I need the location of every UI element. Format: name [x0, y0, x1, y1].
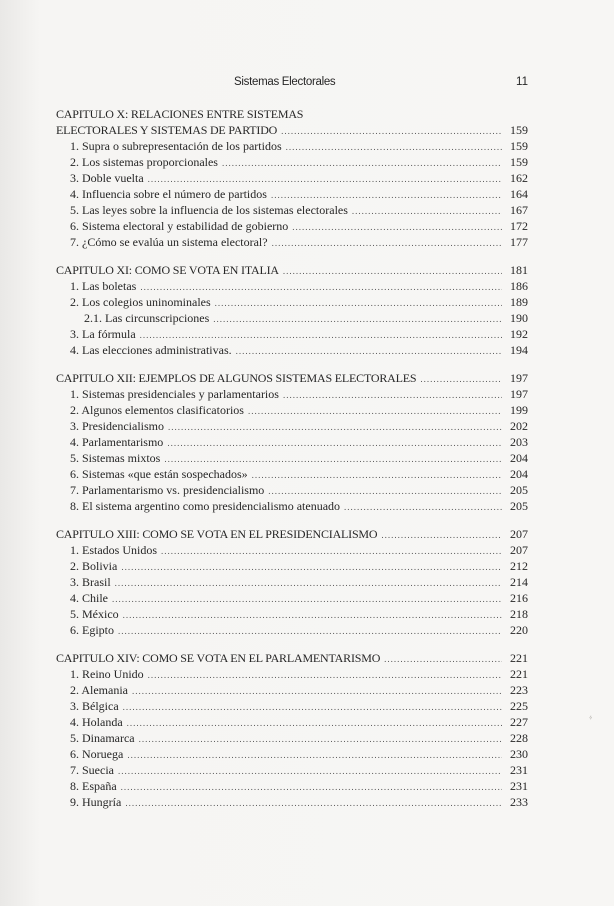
entry-page: 167 — [510, 203, 528, 217]
toc-entry — [56, 794, 528, 810]
entry-title: 3. Presidencialismo — [70, 419, 164, 433]
toc-chapter — [56, 526, 528, 638]
dot-leader — [213, 310, 502, 326]
dot-leader — [167, 434, 502, 450]
entry-title: 4. Holanda — [70, 715, 123, 729]
entry-page: 204 — [510, 451, 528, 465]
entry-page: 204 — [510, 467, 528, 481]
entry-page: 164 — [510, 187, 528, 201]
chapter-page: 197 — [510, 371, 528, 385]
dot-leader — [352, 202, 502, 218]
dot-leader — [125, 794, 502, 810]
toc-entry — [56, 234, 528, 250]
entry-title: 7. Parlamentarismo vs. presidencialismo — [70, 483, 265, 497]
toc-entry — [56, 590, 528, 606]
entry-title: 3. Brasil — [70, 575, 111, 589]
entry-page: 197 — [510, 387, 528, 401]
entry-title: 3. La fórmula — [70, 327, 136, 341]
dot-leader — [292, 218, 502, 234]
entry-title: 4. Chile — [70, 591, 108, 605]
entry-title: 4. Las elecciones administrativas. — [70, 343, 232, 357]
entry-title: 1. Reino Unido — [70, 667, 144, 681]
dot-leader — [236, 342, 502, 358]
toc-entry — [56, 498, 528, 514]
entry-page: 159 — [510, 155, 528, 169]
dot-leader — [148, 170, 502, 186]
entry-page: 231 — [510, 779, 528, 793]
dot-leader — [139, 730, 502, 746]
entry-page: 225 — [510, 699, 528, 713]
toc-chapter — [56, 262, 528, 358]
dot-leader — [268, 482, 502, 498]
entry-page: 228 — [510, 731, 528, 745]
chapter-heading-row — [56, 370, 528, 386]
dot-leader — [127, 714, 502, 730]
entry-page: 159 — [510, 139, 528, 153]
entry-page: 186 — [510, 279, 528, 293]
toc-entry — [56, 466, 528, 482]
page-number: 11 — [516, 76, 528, 88]
dot-leader — [121, 778, 502, 794]
entry-title: 4. Influencia sobre el número de partidos — [70, 187, 267, 201]
entry-title: 6. Sistema electoral y estabilidad de gobierno — [70, 219, 289, 233]
toc-entry — [56, 434, 528, 450]
chapter-page: 207 — [510, 527, 528, 541]
entry-title: 5. Sistemas mixtos — [70, 451, 161, 465]
dot-leader — [164, 450, 502, 466]
chapter-page: 181 — [510, 263, 528, 277]
dot-leader — [140, 278, 502, 294]
entry-title: 8. El sistema argentino como presidencialismo atenuado — [70, 499, 341, 513]
entry-title: 6. Egipto — [70, 623, 114, 637]
dot-leader — [168, 418, 502, 434]
chapter-heading-row — [56, 122, 528, 138]
chapter-page: 159 — [510, 123, 528, 137]
dot-leader — [123, 698, 502, 714]
dot-leader — [222, 154, 502, 170]
toc-entry — [56, 542, 528, 558]
toc-entry — [56, 186, 528, 202]
dot-leader — [381, 526, 502, 542]
toc-chapter — [56, 650, 528, 810]
chapter-title: CAPITULO XIII: COMO SE VOTA EN EL PRESIDENCIALISMO — [56, 527, 378, 541]
entry-title: 1. Las boletas — [70, 279, 137, 293]
toc-entry — [56, 574, 528, 590]
toc-entry — [56, 402, 528, 418]
toc-entry — [56, 326, 528, 342]
entry-title: 7. ¿Cómo se evalúa un sistema electoral? — [70, 235, 268, 249]
chapter-heading-row — [56, 650, 528, 666]
chapter-title: CAPITULO XIV: COMO SE VOTA EN EL PARLAMENTARISMO — [56, 651, 381, 665]
toc-entry — [56, 558, 528, 574]
chapter-heading-row — [56, 106, 528, 122]
entry-title: 2.1. Las circunscripciones — [84, 311, 210, 325]
entry-page: 192 — [510, 327, 528, 341]
table-of-contents — [56, 106, 528, 822]
toc-entry — [56, 294, 528, 310]
toc-chapter — [56, 106, 528, 250]
entry-page: 233 — [510, 795, 528, 809]
entry-title: 1. Supra o subrepresentación de los partidos — [70, 139, 282, 153]
toc-entry — [56, 218, 528, 234]
entry-page: 199 — [510, 403, 528, 417]
entry-title: 2. Los sistemas proporcionales — [70, 155, 218, 169]
entry-page: 221 — [510, 667, 528, 681]
chapter-title: CAPITULO XI: COMO SE VOTA EN ITALIA — [56, 263, 279, 277]
dot-leader — [420, 370, 502, 386]
entry-page: 231 — [510, 763, 528, 777]
entry-title: 1. Sistemas presidenciales y parlamentarios — [70, 387, 279, 401]
entry-page: 189 — [510, 295, 528, 309]
entry-page: 216 — [510, 591, 528, 605]
toc-entry — [56, 682, 528, 698]
entry-title: 5. México — [70, 607, 119, 621]
dot-leader — [132, 682, 502, 698]
entry-title: 5. Dinamarca — [70, 731, 135, 745]
dot-leader — [252, 466, 502, 482]
entry-title: 6. Sistemas «que están sospechados» — [70, 467, 248, 481]
toc-entry — [56, 762, 528, 778]
entry-page: 194 — [510, 343, 528, 357]
entry-page: 177 — [510, 235, 528, 249]
entry-title: 9. Hungría — [70, 795, 122, 809]
entry-page: 190 — [510, 311, 528, 325]
dot-leader — [215, 294, 502, 310]
dot-leader — [344, 498, 502, 514]
dot-leader — [271, 186, 502, 202]
toc-entry — [56, 154, 528, 170]
entry-page: 203 — [510, 435, 528, 449]
entry-title: 3. Doble vuelta — [70, 171, 144, 185]
dot-leader — [248, 402, 502, 418]
dot-leader — [123, 606, 502, 622]
entry-page: 207 — [510, 543, 528, 557]
entry-page: 172 — [510, 219, 528, 233]
chapter-heading-row — [56, 262, 528, 278]
entry-title: 3. Bélgica — [70, 699, 119, 713]
toc-entry — [56, 386, 528, 402]
entry-title: 5. Las leyes sobre la influencia de los sistemas electorales — [70, 203, 348, 217]
dot-leader — [118, 622, 502, 638]
toc-entry — [56, 666, 528, 682]
dot-leader — [118, 762, 502, 778]
entry-title: 6. Noruega — [70, 747, 124, 761]
dot-leader — [272, 234, 502, 250]
entry-title: 1. Estados Unidos — [70, 543, 157, 557]
entry-page: 205 — [510, 483, 528, 497]
entry-page: 212 — [510, 559, 528, 573]
chapter-title: ELECTORALES Y SISTEMAS DE PARTIDO — [56, 123, 278, 137]
toc-entry — [56, 202, 528, 218]
dot-leader — [127, 746, 502, 762]
running-title: Sistemas Electorales — [234, 76, 336, 88]
toc-entry — [56, 170, 528, 186]
dot-leader — [115, 574, 502, 590]
dot-leader — [148, 666, 502, 682]
entry-title: 4. Parlamentarismo — [70, 435, 164, 449]
dot-leader — [283, 262, 502, 278]
toc-entry — [56, 622, 528, 638]
toc-entry — [56, 730, 528, 746]
entry-page: 214 — [510, 575, 528, 589]
dot-leader — [384, 650, 502, 666]
toc-entry — [56, 746, 528, 762]
entry-title: 8. España — [70, 779, 117, 793]
entry-page: 218 — [510, 607, 528, 621]
toc-entry — [56, 450, 528, 466]
entry-title: 2. Los colegios uninominales — [70, 295, 211, 309]
dot-leader — [161, 542, 502, 558]
entry-page: 205 — [510, 499, 528, 513]
toc-entry — [56, 342, 528, 358]
toc-chapter — [56, 370, 528, 514]
chapter-title: CAPITULO X: RELACIONES ENTRE SISTEMAS — [56, 107, 304, 121]
toc-entry — [56, 310, 528, 326]
chapter-title: CAPITULO XII: EJEMPLOS DE ALGUNOS SISTEMAS ELECTORALES — [56, 371, 417, 385]
entry-page: 227 — [510, 715, 528, 729]
dot-leader — [112, 590, 502, 606]
entry-page: 223 — [510, 683, 528, 697]
toc-entry — [56, 138, 528, 154]
paper-mark: ⸗ — [586, 711, 595, 724]
chapter-heading-row — [56, 526, 528, 542]
dot-leader — [286, 138, 502, 154]
toc-entry — [56, 698, 528, 714]
toc-entry — [56, 606, 528, 622]
toc-entry — [56, 778, 528, 794]
running-header — [58, 76, 528, 92]
dot-leader — [283, 386, 502, 402]
dot-leader — [140, 326, 502, 342]
entry-page: 230 — [510, 747, 528, 761]
entry-page: 220 — [510, 623, 528, 637]
dot-leader — [121, 558, 502, 574]
dot-leader — [281, 122, 502, 138]
toc-entry — [56, 714, 528, 730]
entry-title: 2. Bolivia — [70, 559, 118, 573]
entry-page: 202 — [510, 419, 528, 433]
entry-title: 2. Alemania — [70, 683, 128, 697]
toc-entry — [56, 278, 528, 294]
toc-entry — [56, 482, 528, 498]
entry-title: 7. Suecia — [70, 763, 114, 777]
entry-title: 2. Algunos elementos clasificatorios — [70, 403, 244, 417]
entry-page: 162 — [510, 171, 528, 185]
toc-entry — [56, 418, 528, 434]
chapter-page: 221 — [510, 651, 528, 665]
